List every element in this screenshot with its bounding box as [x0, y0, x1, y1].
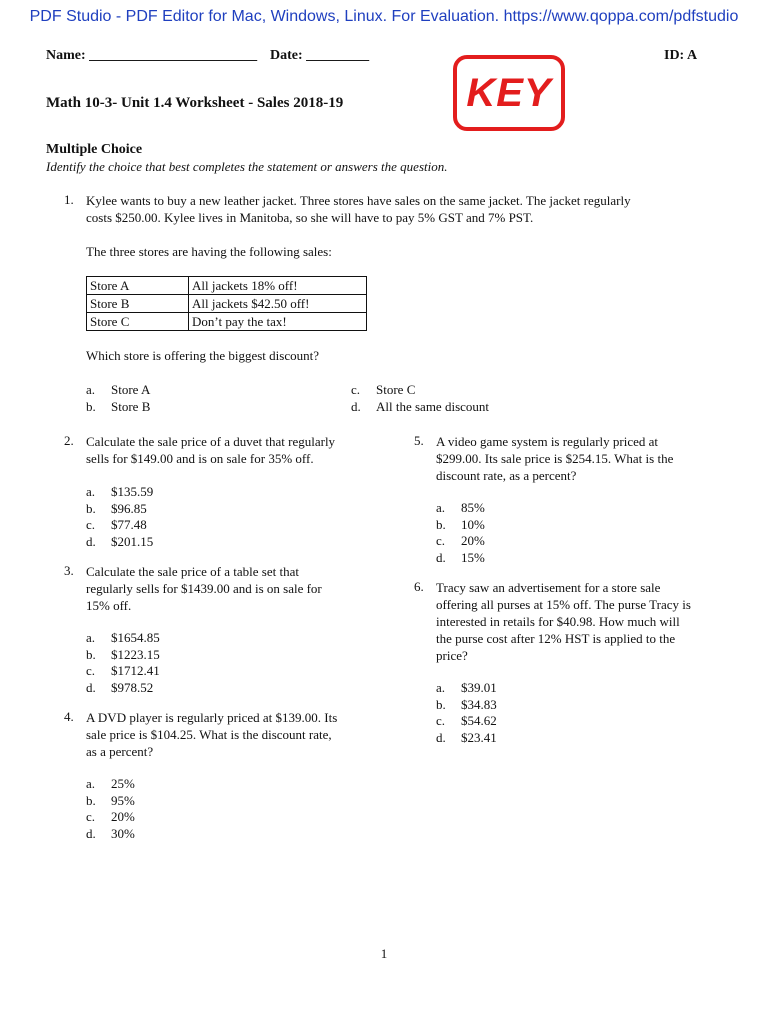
id-label: ID: A — [664, 48, 698, 63]
table-cell: Don’t pay the tax! — [189, 313, 367, 331]
option-c — [86, 663, 160, 680]
question-line: costs $250.00. Kylee lives in Manitoba, so she will have to pay 5% GST and 7% PST. — [86, 210, 534, 225]
table-row — [87, 313, 367, 331]
question-number: 1. — [64, 192, 74, 207]
option-d — [436, 550, 485, 567]
option-text: 30% — [111, 825, 135, 841]
table-cell: All jackets $42.50 off! — [189, 295, 367, 313]
option-a — [436, 500, 485, 517]
question-line: sells for $149.00 and is on sale for 35% off. — [86, 451, 314, 466]
option-text: $34.83 — [461, 696, 497, 712]
option-b — [436, 697, 497, 714]
section-instructions: Identify the choice that best completes the statement or answers the question. — [46, 159, 448, 174]
page-number: 1 — [380, 946, 388, 961]
table-cell: All jackets 18% off! — [189, 277, 367, 295]
option-letter: d. — [436, 549, 446, 565]
option-text: $1712.41 — [111, 663, 160, 678]
option-a — [436, 680, 497, 697]
question-line: A video game system is regularly priced at — [436, 434, 659, 449]
option-b — [86, 501, 147, 518]
table-row — [87, 295, 367, 313]
question-line: regularly sells for $1439.00 and is on sale for — [86, 581, 322, 596]
question-number: 4. — [64, 709, 74, 724]
option-text: Store A — [111, 382, 151, 397]
option-text: $135.59 — [111, 484, 154, 499]
section-heading: Multiple Choice — [46, 142, 143, 157]
option-letter: c. — [436, 533, 446, 548]
option-letter: b. — [86, 500, 96, 516]
option-letter: a. — [86, 630, 96, 645]
question-text — [436, 433, 736, 484]
option-text: $23.41 — [461, 729, 497, 745]
option-letter: c. — [86, 663, 96, 678]
option-text: $201.15 — [111, 533, 154, 549]
question-line: Calculate the sale price of a table set that — [86, 564, 299, 579]
option-b — [436, 517, 485, 534]
question-number: 2. — [64, 433, 74, 448]
option-letter: a. — [86, 382, 96, 397]
table-cell: Store B — [87, 295, 189, 313]
option-text: All the same discount — [376, 398, 490, 414]
option-letter: b. — [436, 696, 446, 712]
question-line: Calculate the sale price of a duvet that regularly — [86, 434, 336, 449]
option-letter: c. — [436, 713, 446, 728]
option-letter: d. — [86, 679, 96, 695]
table-cell: Store C — [87, 313, 189, 331]
option-c — [436, 533, 485, 550]
option-c — [86, 517, 147, 534]
question-number: 5. — [414, 433, 424, 448]
evaluation-banner: PDF Studio - PDF Editor for Mac, Windows, Linux. For Evaluation. https://www.qoppa.com/pdfstudio — [29, 8, 739, 25]
date-field — [270, 48, 369, 64]
question-intro: The three stores are having the following sales: — [86, 244, 332, 259]
option-letter: a. — [436, 680, 446, 695]
option-letter: c. — [86, 517, 96, 532]
question-line: A DVD player is regularly priced at $139.00. Its — [86, 710, 338, 725]
question-text — [86, 563, 386, 614]
date-blank: _________ — [306, 48, 370, 63]
store-sales-table — [86, 276, 367, 331]
question-line: the purse cost after 12% HST is applied to the — [436, 631, 676, 646]
question-number: 6. — [414, 579, 424, 594]
option-text: 20% — [461, 533, 485, 548]
question-line: sale price is $104.25. What is the discount rate, — [86, 727, 332, 742]
option-letter: d. — [351, 398, 361, 414]
option-text: 25% — [111, 776, 135, 791]
question-text — [86, 709, 386, 760]
question-line: offering all purses at 15% off. The purse Tracy is — [436, 597, 691, 612]
option-letter: a. — [86, 776, 96, 791]
option-text: $1654.85 — [111, 630, 160, 645]
option-a — [86, 484, 153, 501]
option-letter: b. — [86, 646, 96, 662]
option-a — [86, 382, 150, 399]
question-line: as a percent? — [86, 744, 154, 759]
option-b — [86, 793, 135, 810]
question-prompt: Which store is offering the biggest discount? — [86, 348, 319, 363]
question-line: 15% off. — [86, 598, 132, 613]
option-text: 95% — [111, 792, 135, 808]
option-text: $39.01 — [461, 680, 497, 695]
question-line: price? — [436, 648, 468, 663]
question-line: $299.00. Its sale price is $254.15. What is the — [436, 451, 674, 466]
name-field — [46, 48, 257, 64]
option-c — [86, 809, 135, 826]
option-letter: b. — [86, 398, 96, 414]
option-d — [86, 826, 135, 843]
option-c — [351, 382, 415, 399]
option-text: $54.62 — [461, 713, 497, 728]
option-d — [351, 399, 489, 416]
option-c — [436, 713, 497, 730]
table-cell: Store A — [87, 277, 189, 295]
key-stamp — [453, 55, 565, 131]
question-text — [86, 192, 726, 226]
question-line: discount rate, as a percent? — [436, 468, 577, 483]
option-letter: d. — [86, 825, 96, 841]
key-stamp-text: KEY — [466, 70, 552, 115]
option-letter: c. — [351, 382, 361, 397]
option-letter: c. — [86, 809, 96, 824]
question-text — [86, 433, 386, 467]
option-text: 85% — [461, 500, 485, 515]
option-text: $1223.15 — [111, 646, 160, 662]
question-text — [436, 579, 736, 664]
table-row — [87, 277, 367, 295]
question-line: Tracy saw an advertisement for a store sale — [436, 580, 661, 595]
name-label: Name: — [46, 48, 86, 63]
question-line: Kylee wants to buy a new leather jacket. Three stores have sales on the same jacket. The jacket regularly — [86, 193, 631, 208]
option-letter: a. — [86, 484, 96, 499]
name-blank: ________________________ — [89, 48, 258, 63]
option-text: Store C — [376, 382, 416, 397]
question-number: 3. — [64, 563, 74, 578]
option-letter: b. — [436, 516, 446, 532]
option-text: $978.52 — [111, 679, 154, 695]
option-a — [86, 776, 135, 793]
option-d — [86, 534, 153, 551]
option-text: 20% — [111, 809, 135, 824]
question-line: interested in retails for $40.98. How much will — [436, 614, 680, 629]
option-a — [86, 630, 160, 647]
option-text: 10% — [461, 516, 485, 532]
worksheet-title: Math 10-3- Unit 1.4 Worksheet - Sales 2018-19 — [46, 95, 344, 111]
option-d — [436, 730, 497, 747]
option-text: $96.85 — [111, 500, 147, 516]
option-letter: a. — [436, 500, 446, 515]
option-text: Store B — [111, 398, 151, 414]
option-d — [86, 680, 153, 697]
option-text: $77.48 — [111, 517, 147, 532]
option-b — [86, 399, 150, 416]
option-letter: d. — [86, 533, 96, 549]
date-label: Date: — [270, 48, 303, 63]
option-b — [86, 647, 160, 664]
option-letter: d. — [436, 729, 446, 745]
option-text: 15% — [461, 549, 485, 565]
option-letter: b. — [86, 792, 96, 808]
